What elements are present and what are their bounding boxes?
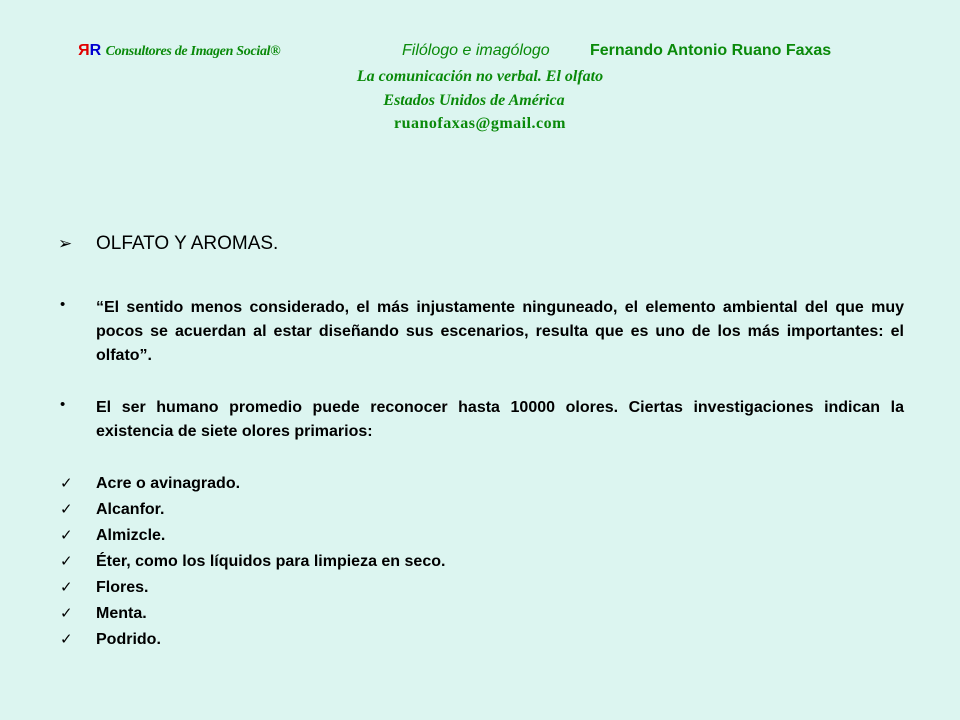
checkmark-icon: ✓ [60,579,73,596]
bullet-paragraph [58,396,904,444]
list-item-label: Alcanfor. [96,501,165,518]
section-heading [58,233,278,255]
list-item [58,550,445,576]
bullet-paragraph [58,296,904,368]
presentation-subtitle: La comunicación no verbal. El olfato [356,68,604,85]
bullet-dot-icon: • [60,396,66,413]
checkmark-icon: ✓ [60,605,73,622]
list-item-label: Almizcle. [96,527,166,544]
arrow-bullet-icon: ➢ [58,234,73,253]
logo-mirrored-r: R [78,42,90,59]
list-item [58,524,445,550]
primary-odors-list [58,472,445,654]
checkmark-icon: ✓ [60,631,73,648]
logo-r: R [89,42,102,59]
list-item-label: Podrido. [96,631,161,648]
list-item [58,602,445,628]
location: Estados Unidos de América [383,92,565,109]
header-top-line [78,42,938,66]
author-role: Filólogo e imagólogo [402,42,550,59]
checkmark-icon: ✓ [60,527,73,544]
list-item [58,576,445,602]
contact-email: ruanofaxas@gmail.com [394,115,566,132]
list-item-label: Acre o avinagrado. [96,475,241,492]
company-name: Consultores de Imagen Social® [105,44,281,59]
bullet-text: “El sentido menos considerado, el más injustamente ninguneado, el elemento ambiental del que muy pocos se acuerdan al estar diseñando sus escenarios, resulta que es uno de los más importantes: el olfato”. [96,299,904,364]
section-title: OLFATO Y AROMAS. [96,233,279,254]
bullet-dot-icon: • [60,296,66,313]
checkmark-icon: ✓ [60,475,73,492]
checkmark-icon: ✓ [60,553,73,570]
list-item-label: Éter, como los líquidos para limpieza en seco. [96,553,446,570]
checkmark-icon: ✓ [60,501,73,518]
list-item [58,472,445,498]
list-item [58,498,445,524]
author-name: Fernando Antonio Ruano Faxas [590,42,832,59]
list-item [58,628,445,654]
bullet-text: El ser humano promedio puede reconocer hasta 10000 olores. Ciertas investigaciones indican la existencia de siete olores primarios: [96,399,904,440]
list-item-label: Menta. [96,605,147,622]
list-item-label: Flores. [96,579,149,596]
